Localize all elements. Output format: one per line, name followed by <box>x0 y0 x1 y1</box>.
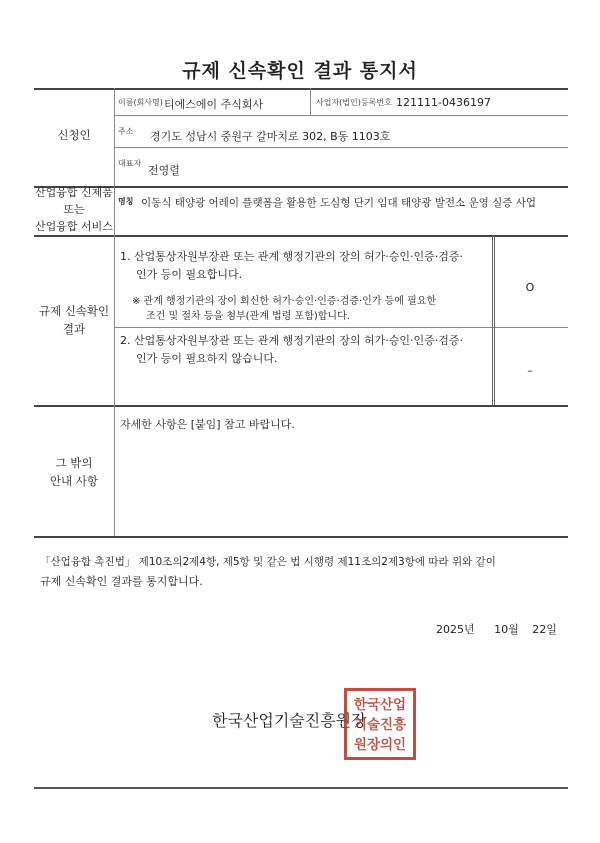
product-label-line3: 산업융합 서비스 <box>35 220 113 233</box>
result-label-line1: 규제 신속확인 <box>38 304 110 318</box>
col-divider-bizno <box>310 88 311 115</box>
rep-value: 전영렬 <box>148 164 180 177</box>
product-label-line2: 또는 <box>63 203 85 216</box>
other-label-line1: 그 밖의 <box>55 456 93 470</box>
item2-mark: – <box>527 364 533 377</box>
result-note <box>132 294 490 324</box>
legal-statement <box>40 552 570 592</box>
result-section-label <box>34 302 114 338</box>
product-name-value: 이동식 태양광 어레이 플랫폼을 활용한 도심형 단기 임대 태양광 발전소 운영 실증 사업 <box>141 197 537 209</box>
rule-name-bottom <box>114 115 568 116</box>
other-text: 자세한 사항은 [붙임] 참고 바랍니다. <box>120 418 295 431</box>
issue-date <box>436 620 557 640</box>
rule-address-bottom <box>114 147 568 148</box>
bizno-value: 121111-0436197 <box>396 96 491 109</box>
other-section-label <box>34 454 114 490</box>
rep-label: 대표자 <box>118 159 142 168</box>
address-value: 경기도 성남시 중원구 갈마치로 302, B동 1103호 <box>150 130 391 143</box>
note-line1: ※ 관계 행정기관의 장이 회신한 허가·승인·인증·검증·인가 등에 필요한 <box>132 296 437 307</box>
item1-line2: 인가 등이 필요합니다. <box>136 268 243 281</box>
date-month: 10월 <box>494 623 519 636</box>
name-value: 티에스에이 주식회사 <box>164 98 264 111</box>
col-divider-label <box>114 88 115 536</box>
date-year: 2025년 <box>436 623 475 636</box>
official-seal <box>344 688 416 760</box>
applicant-section-label: 신청인 <box>57 128 91 142</box>
issuer-name: 한국산업기술진흥원장 <box>212 711 367 730</box>
legal-line1: 「산업융합 촉진법」 제10조의2제4항, 제5항 및 같은 법 시행령 제11조의2제3항에 따라 위와 같이 <box>40 556 496 568</box>
item1-mark: O <box>525 281 535 294</box>
seal-line3: 원장의인 <box>353 737 407 753</box>
product-name-label: 명칭 <box>118 197 134 206</box>
page-bottom-rule <box>34 787 568 789</box>
product-label-line1: 산업융합 신제품 <box>35 186 113 199</box>
result-item-2 <box>120 332 490 368</box>
legal-line2: 규제 신속확인 결과를 통지합니다. <box>40 575 203 588</box>
note-line2: 조건 및 절차 등을 첨부(관계 법령 포함)합니다. <box>146 311 350 322</box>
item2-line2: 인가 등이 필요하지 않습니다. <box>136 352 278 365</box>
col-divider-mark <box>492 236 495 405</box>
name-label: 이름(회사명) <box>118 98 163 107</box>
other-label-line2: 안내 사항 <box>49 474 99 488</box>
page-title: 규제 신속확인 결과 통지서 <box>182 60 418 82</box>
result-item-1 <box>120 248 490 284</box>
result-label-line2: 결과 <box>62 322 86 336</box>
item2-line1: 2. 산업통상자원부장관 또는 관계 행정기관의 장의 허가·승인·인증·검증· <box>120 334 463 347</box>
item1-line1: 1. 산업통상자원부장관 또는 관계 행정기관의 장의 허가·승인·인증·검증· <box>120 250 463 263</box>
seal-line2: 기술진흥 <box>353 717 407 733</box>
date-day: 22일 <box>532 623 557 636</box>
rule-other-bottom <box>34 536 568 538</box>
seal-line1: 한국산업 <box>353 697 407 713</box>
address-label: 주소 <box>118 127 134 136</box>
product-section-label <box>34 184 114 235</box>
bizno-label: 사업자(법인)등록번호 <box>316 98 392 107</box>
rule-item1-bottom <box>114 327 568 328</box>
